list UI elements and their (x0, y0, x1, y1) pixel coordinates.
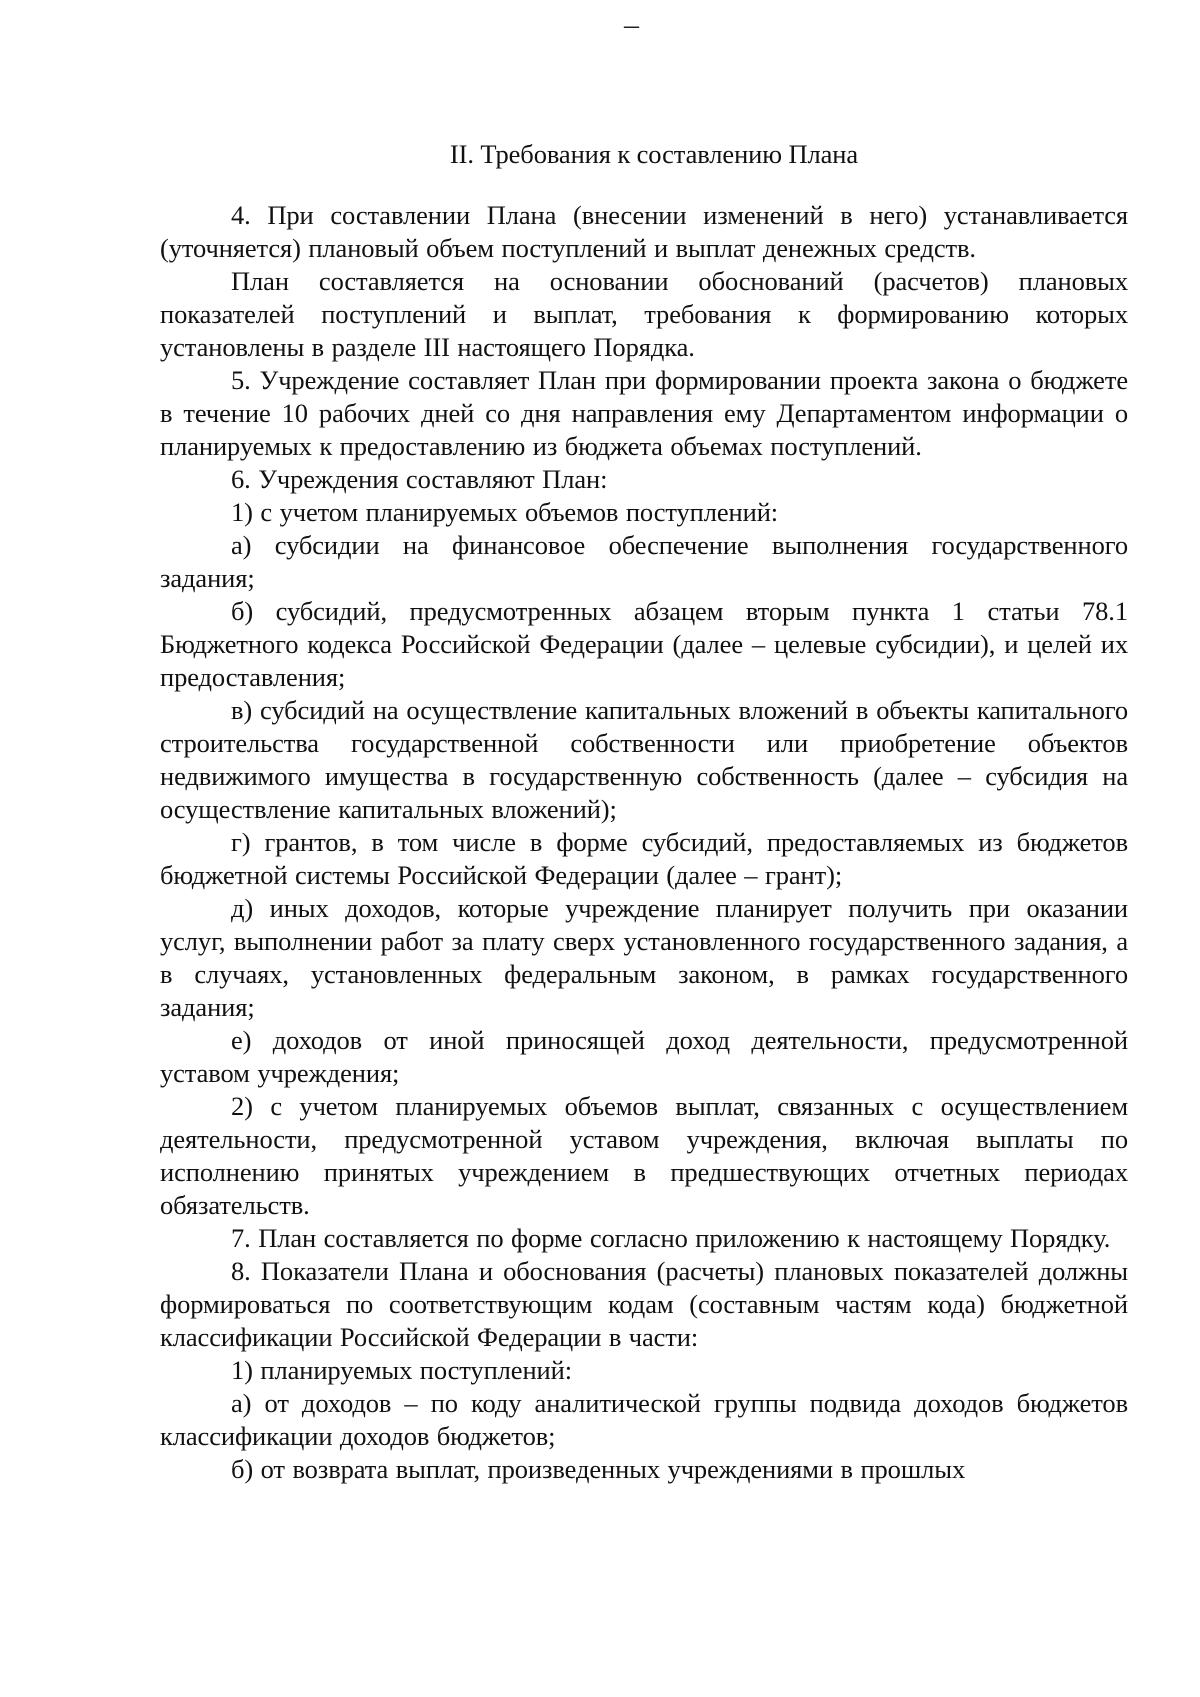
paragraph: 1) планируемых поступлений: (231, 1355, 572, 1385)
paragraph: а) субсидии на финансовое обеспечение выполнения государственного задания; (160, 530, 1128, 593)
page-top-mark: – (624, 8, 639, 41)
paragraph: План составляется на основании обоснований (расчетов) плановых показателей поступлений и выплат, требования к формированию которых установлены в разделе III настоящего Порядка. (160, 266, 1128, 362)
paragraph: 5. Учреждение составляет План при формировании проекта закона о бюджете в течение 10 рабочих дней со дня направления ему Департаментом информации о планируемых к предоставлению из бюджета объемах поступлений. (160, 365, 1128, 461)
paragraph: 2) с учетом планируемых объемов выплат, связанных с осуществлением деятельности, предусмотренной уставом учреждения, включая выплаты по исполнению принятых учреждением в предшествующих отчетных периодах обязательств. (160, 1091, 1128, 1220)
section-heading: II. Требования к составлению Плана (449, 139, 859, 169)
paragraph: 4. При составлении Плана (внесении изменений в него) устанавливается (уточняется) плановый объем поступлений и выплат денежных средств. (160, 200, 1128, 263)
paragraph: а) от доходов – по коду аналитической группы подвида доходов бюджетов классификации доходов бюджетов; (160, 1388, 1128, 1451)
paragraph: е) доходов от иной приносящей доход деятельности, предусмотренной уставом учреждения; (160, 1025, 1128, 1088)
paragraph: 7. План составляется по форме согласно приложению к настоящему Порядку. (231, 1223, 1111, 1253)
paragraph: г) грантов, в том числе в форме субсидий, предоставляемых из бюджетов бюджетной системы Российской Федерации (далее – грант); (160, 827, 1128, 890)
paragraph: в) субсидий на осуществление капитальных вложений в объекты капитального строительства государственной собственности или приобретение объектов недвижимого имущества в государственную собственность (далее – субсидия на осуществление капитальных вложений); (160, 695, 1128, 824)
paragraph: д) иных доходов, которые учреждение планирует получить при оказании услуг, выполнении работ за плату сверх установленного государственного задания, а в случаях, установленных федеральным законом, в рамках государственного задания; (160, 893, 1128, 1022)
paragraph: 6. Учреждения составляют План: (231, 464, 608, 494)
paragraph: 1) с учетом планируемых объемов поступлений: (231, 497, 779, 527)
paragraph: б) субсидий, предусмотренных абзацем вторым пункта 1 статьи 78.1 Бюджетного кодекса Российской Федерации (далее – целевые субсидии), и целей их предоставления; (160, 596, 1128, 692)
paragraph: 8. Показатели Плана и обоснования (расчеты) плановых показателей должны формироваться по соответствующим кодам (составным частям кода) бюджетной классификации Российской Федерации в части: (160, 1256, 1128, 1352)
paragraph: б) от возврата выплат, произведенных учреждениями в прошлых (231, 1454, 966, 1484)
document-body (160, 138, 1128, 1486)
